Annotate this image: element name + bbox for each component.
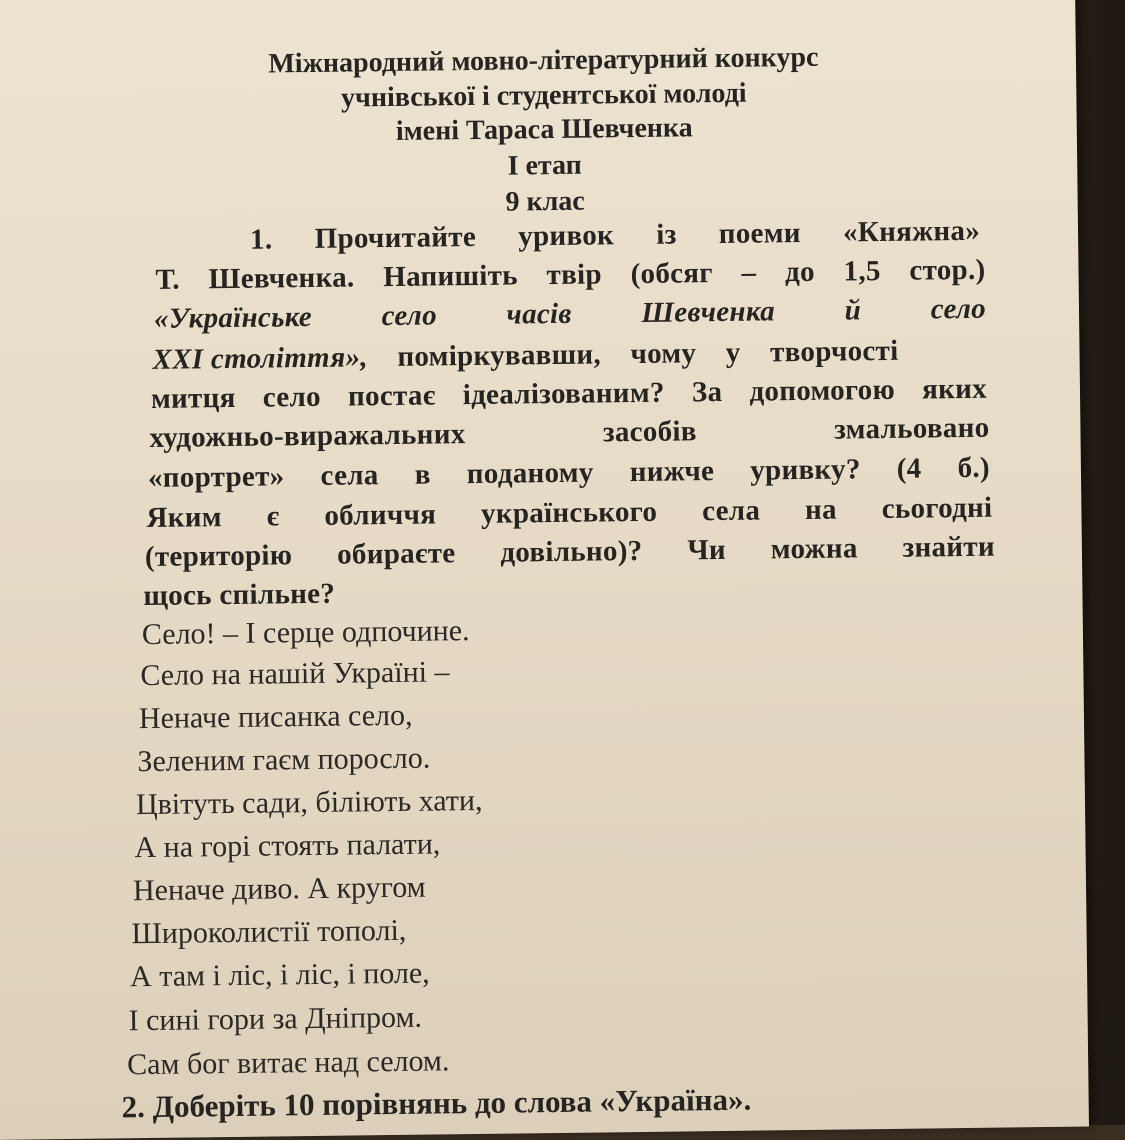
poem-line: Сам бог витає над селом. xyxy=(126,1044,450,1082)
poem-line: Цвітуть сади, біліють хати, xyxy=(135,783,483,822)
task1-line9: (територію обираєте довільно)? Чи можна знайти xyxy=(144,530,996,574)
task1-line4-rest: поміркувавши, чому у творчості xyxy=(367,334,899,374)
task1-line6: художньо-виражальних засобів змальовано xyxy=(149,411,990,454)
task1-line8: Яким є обличчя українського села на сьогодні xyxy=(146,491,993,535)
poem-line: І сині гори за Дніпром. xyxy=(128,1000,423,1038)
poem-line: Широколистії тополі, xyxy=(131,913,407,951)
task1-line7: «портрет» села в поданому нижче уривку? (4 б.) xyxy=(147,451,991,494)
task1-line1: 1. Прочитайте уривок із поеми «Княжна» xyxy=(249,214,981,256)
task1-line5: митця село постає ідеалізованим? За допомогою яких xyxy=(150,372,988,415)
contest-title-line3: імені Тараса Шевченка xyxy=(395,112,693,147)
task1-topic-italic: «Українське село часів Шевченка й село xyxy=(153,292,987,335)
task1-topic-italic-end: XXI століття», xyxy=(152,341,369,376)
task1-line10: щось спільне? xyxy=(143,577,336,613)
poem-line: Село! – І серце одпочине. xyxy=(141,614,470,652)
poem-line: А на горі стоять палати, xyxy=(134,827,441,865)
task1-line4 xyxy=(152,335,898,377)
task1-line2: Т. Шевченка. Напишіть твір (обсяг – до 1,5 стор.) xyxy=(155,253,986,296)
poem-line: А там і ліс, і ліс, і поле, xyxy=(129,956,430,994)
task2-line: 2. Доберіть 10 порівнянь до слова «Україна». xyxy=(121,1081,752,1125)
stage-label: І етап xyxy=(507,149,582,182)
contest-title-line1: Міжнародний мовно-літературний конкурс xyxy=(268,41,819,80)
poem-line: Неначе диво. А кругом xyxy=(132,870,426,908)
poem-line: Неначе писанка село, xyxy=(138,698,413,736)
contest-title-line2: учнівської і студентської молоді xyxy=(340,77,747,114)
poem-line: Село на нашій Україні – xyxy=(140,655,450,693)
grade-label: 9 клас xyxy=(505,185,585,218)
poem-line: Зеленим гаєм поросло. xyxy=(137,741,431,779)
